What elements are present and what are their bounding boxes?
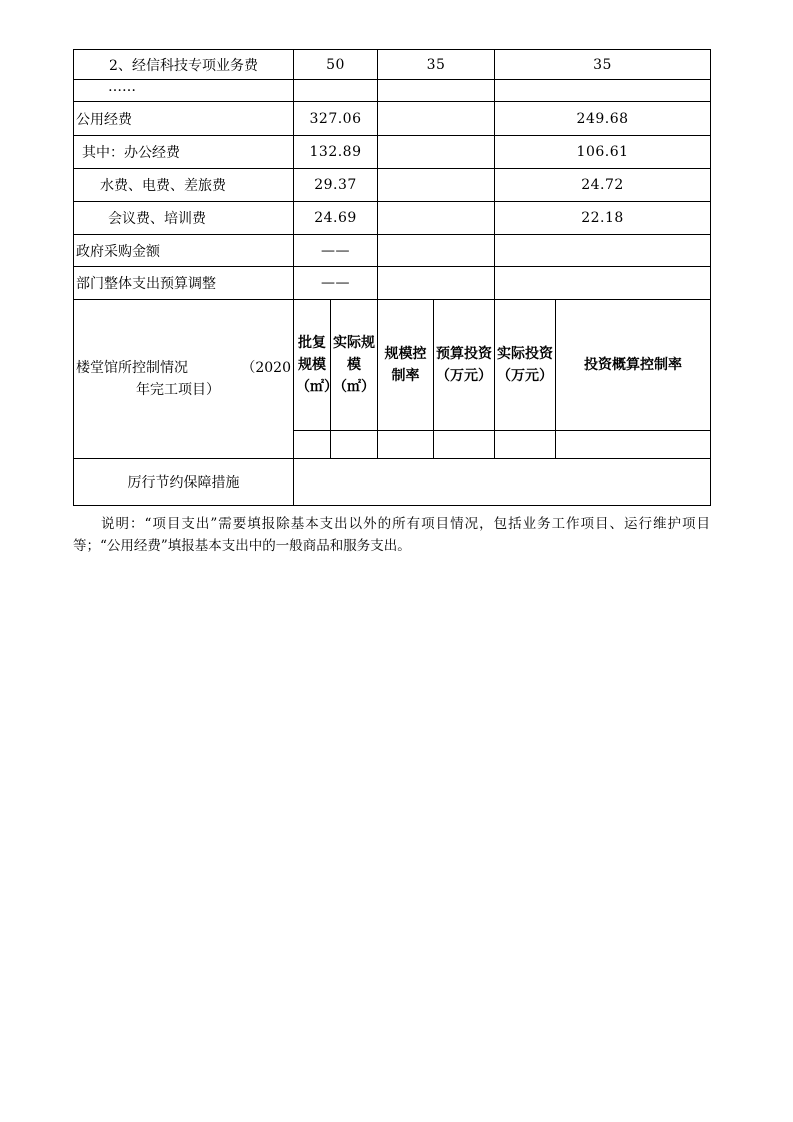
cell-value [378,80,495,102]
row-label: 部门整体支出预算调整 [74,267,294,300]
cell-value [378,267,495,300]
cell-value: —— [294,267,378,300]
cell-value [378,136,495,169]
table-row [74,202,711,235]
cell-value [378,202,495,235]
cell-value [294,80,378,102]
row-label: 政府采购金额 [74,235,294,267]
cell-value: 29.37 [294,169,378,202]
table-row [74,80,711,102]
cell-value [378,235,495,267]
cell-value: 24.72 [495,169,711,202]
table-row [74,102,711,136]
table-row [74,50,711,80]
approved-scale-header: 批复规模（㎡） [294,300,331,431]
frugality-label: 厉行节约保障措施 [74,459,294,506]
building-label-line1: 楼堂馆所控制情况 [76,360,188,376]
cell-value: 24.69 [294,202,378,235]
scale-control-rate-header: 规模控制率 [378,300,434,431]
cell-value [495,80,711,102]
actual-investment-value [495,431,556,459]
actual-scale-header: 实际规模（㎡） [331,300,378,431]
row-label: 其中：办公经费 [74,136,294,169]
cell-value: 249.68 [495,102,711,136]
cell-value: 35 [495,50,711,80]
building-label-line2: 年完工项目） [136,382,220,398]
actual-scale-value [331,431,378,459]
cell-value: 22.18 [495,202,711,235]
frugality-row [74,459,711,506]
cell-value [495,235,711,267]
expenditure-table [73,49,711,506]
table-row [74,235,711,267]
approved-scale-value [294,431,331,459]
cell-value: 327.06 [294,102,378,136]
scale-control-rate-value [378,431,434,459]
building-control-label [74,300,294,459]
cell-value [495,267,711,300]
cell-value: 50 [294,50,378,80]
investment-control-rate-value [556,431,711,459]
investment-control-rate-header: 投资概算控制率 [556,300,711,431]
cell-value: 106.61 [495,136,711,169]
row-label: 2、经信科技专项业务费 [74,50,294,80]
budget-investment-value [434,431,495,459]
row-label: 公用经费 [74,102,294,136]
actual-investment-header: 实际投资（万元） [495,300,556,431]
building-header-row [74,300,711,431]
cell-value [378,102,495,136]
building-label-year: （2020 [241,360,291,376]
cell-value: 132.89 [294,136,378,169]
cell-value [378,169,495,202]
table-row [74,267,711,300]
row-label: …… [74,80,294,102]
row-label: 水费、电费、差旅费 [74,169,294,202]
budget-investment-header: 预算投资（万元） [434,300,495,431]
table-row [74,169,711,202]
cell-value: —— [294,235,378,267]
cell-value: 35 [378,50,495,80]
frugality-value [294,459,711,506]
table-row [74,136,711,169]
footnote: 说明：“项目支出”需要填报除基本支出以外的所有项目情况，包括业务工作项目、运行维护项目等；“公用经费”填报基本支出中的一般商品和服务支出。 [73,516,710,554]
row-label: 会议费、培训费 [74,202,294,235]
